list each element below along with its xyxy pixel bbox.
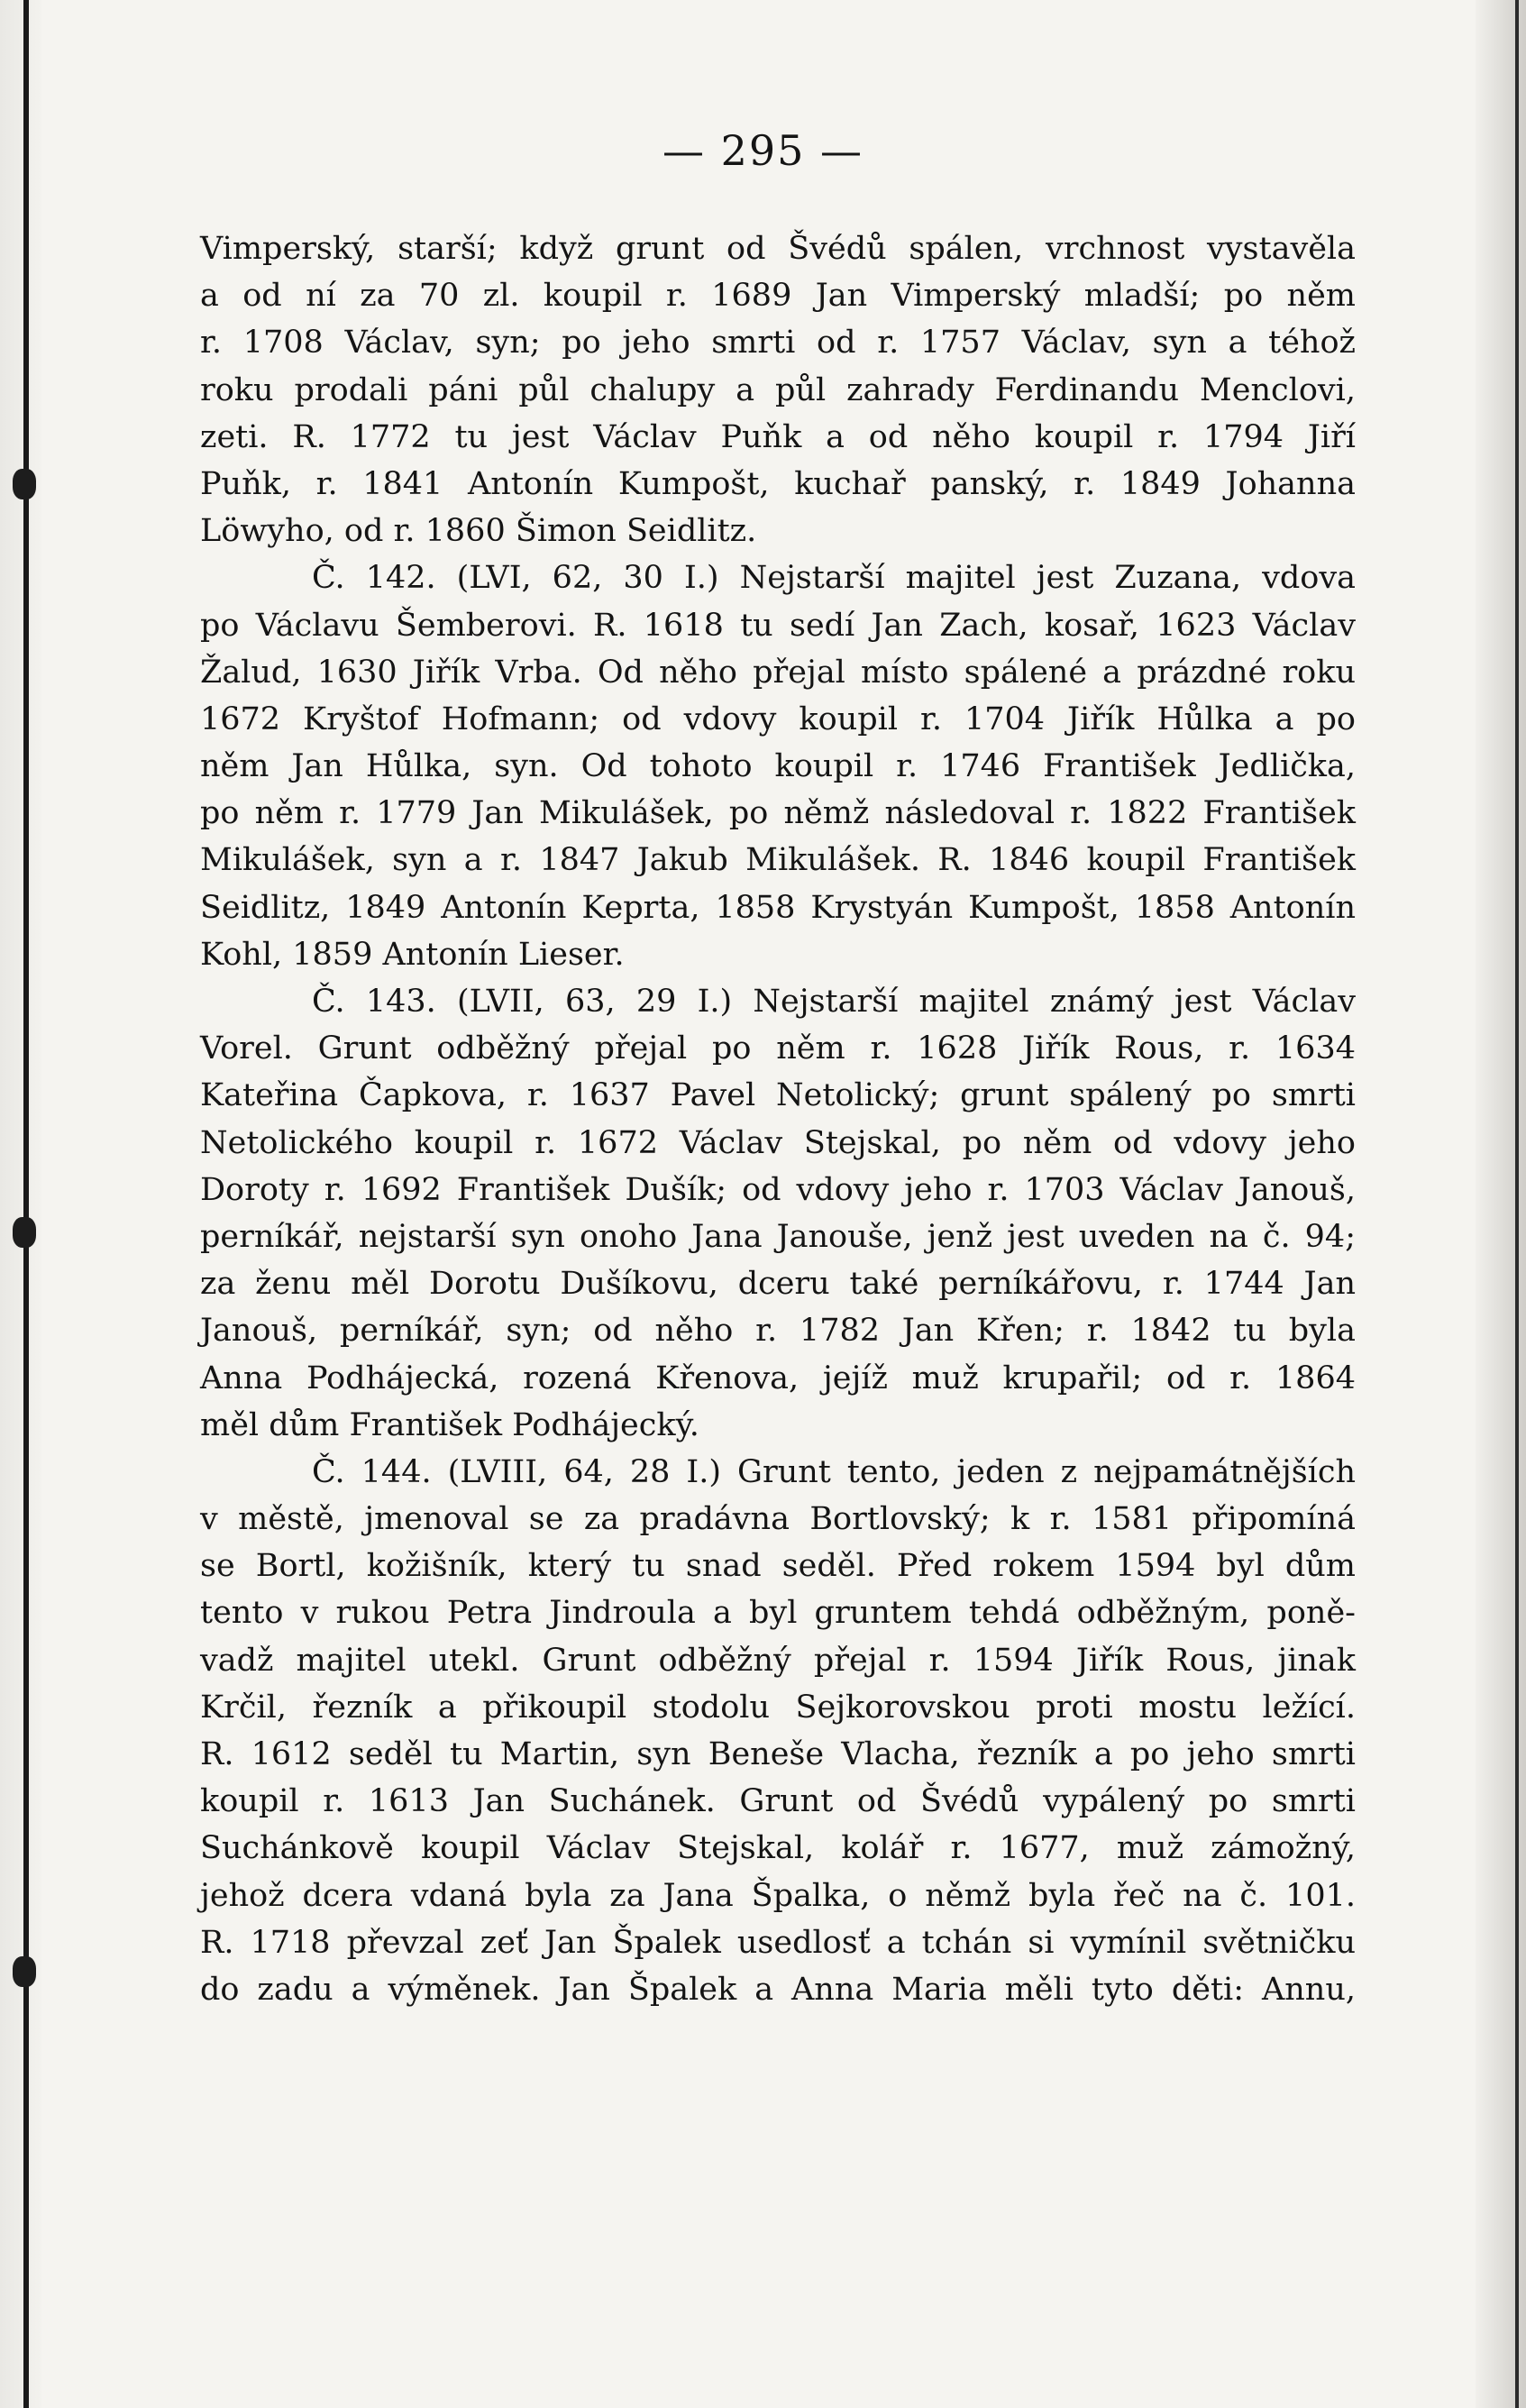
text-line: a od ní za 70 zl. koupil r. 1689 Jan Vimperský mladší; po něm <box>200 278 1356 315</box>
text-line: jehož dcera vdaná byla za Jana Špalka, o němž byla řeč na č. 101. <box>200 1877 1356 1914</box>
text-line: vadž majitel utekl. Grunt odběžný přejal r. 1594 Jiřík Rous, jinak <box>200 1642 1356 1679</box>
text-line: r. 1708 Václav, syn; po jeho smrti od r. 1757 Václav, syn a téhož <box>200 325 1356 362</box>
binding-mark <box>13 1956 36 1987</box>
text-line: Suchánkově koupil Václav Stejskal, kolář r. 1677, muž zámožný, <box>200 1830 1356 1867</box>
text-line: Doroty r. 1692 František Dušík; od vdovy jeho r. 1703 Václav Janouš, <box>200 1171 1356 1208</box>
text-line: Janouš, perníkář, syn; od něho r. 1782 Jan Křen; r. 1842 tu byla <box>200 1313 1356 1350</box>
text-line: po něm r. 1779 Jan Mikulášek, po němž následoval r. 1822 František <box>200 795 1356 832</box>
text-line: Netolického koupil r. 1672 Václav Stejskal, po něm od vdovy jeho <box>200 1124 1356 1161</box>
text-line: tento v rukou Petra Jindroula a byl gruntem tehdá odběžným, poně- <box>200 1595 1356 1632</box>
text-line: v městě, jmenoval se za pradávna Bortlovský; k r. 1581 připomíná <box>200 1501 1356 1538</box>
body-text <box>200 225 1356 2013</box>
text-line: R. 1612 seděl tu Martin, syn Beneše Vlacha, řezník a po jeho smrti <box>200 1736 1356 1772</box>
text-line: Č. 143. (LVII, 63, 29 I.) Nejstarší majitel známý jest Václav <box>312 984 1356 1020</box>
binding-spine <box>23 0 29 2408</box>
text-line: 1672 Kryštof Hofmann; od vdovy koupil r. 1704 Jiřík Hůlka a po <box>200 700 1356 737</box>
text-line: Mikulášek, syn a r. 1847 Jakub Mikulášek. R. 1846 koupil František <box>200 842 1356 879</box>
text-line: R. 1718 převzal zeť Jan Špalek usedlosť a tchán si vymínil světničku <box>200 1924 1356 1961</box>
text-line: Krčil, řezník a přikoupil stodolu Sejkorovskou proti mostu ležící. <box>200 1689 1356 1726</box>
binding-mark <box>13 1217 36 1248</box>
text-line: Löwyho, od r. 1860 Šimon Seidlitz. <box>200 513 757 550</box>
page-number: — 295 — <box>662 126 864 175</box>
text-line: něm Jan Hůlka, syn. Od tohoto koupil r. 1746 František Jedlička, <box>200 748 1356 785</box>
text-line: perníkář, nejstarší syn onoho Jana Janouše, jenž jest uveden na č. 94; <box>200 1218 1356 1255</box>
text-line: Žalud, 1630 Jiřík Vrba. Od něho přejal místo spálené a prázdné roku <box>200 654 1356 691</box>
text-line: roku prodali páni půl chalupy a půl zahrady Ferdinandu Menclovi, <box>200 371 1356 408</box>
text-line: Anna Podhájecká, rozená Křenova, jejíž muž krupařil; od r. 1864 <box>200 1360 1356 1396</box>
text-line: po Václavu Šemberovi. R. 1618 tu sedí Jan Zach, kosař, 1623 Václav <box>200 607 1356 644</box>
text-line: za ženu měl Dorotu Dušíkovu, dceru také perníkářovu, r. 1744 Jan <box>200 1266 1356 1303</box>
text-line: koupil r. 1613 Jan Suchánek. Grunt od Švédů vypálený po smrti <box>200 1783 1356 1820</box>
text-line: Vimperský, starší; když grunt od Švédů spálen, vrchnost vystavěla <box>200 231 1356 267</box>
text-line: Č. 142. (LVI, 62, 30 I.) Nejstarší majitel jest Zuzana, vdova <box>312 560 1356 597</box>
text-line: Č. 144. (LVIII, 64, 28 I.) Grunt tento, jeden z nejpamátnějších <box>312 1453 1356 1490</box>
page-left-margin <box>0 0 41 2408</box>
binding-mark <box>13 469 36 499</box>
text-line: Kohl, 1859 Antonín Lieser. <box>200 936 625 973</box>
text-line: Kateřina Čapkova, r. 1637 Pavel Netolický; grunt spálený po smrti <box>200 1077 1356 1114</box>
text-line: do zadu a výměnek. Jan Špalek a Anna Maria měli tyto děti: Annu, <box>200 1971 1356 2008</box>
text-line: Vorel. Grunt odběžný přejal po něm r. 1628 Jiřík Rous, r. 1634 <box>200 1030 1356 1067</box>
text-line: měl dům František Podhájecký. <box>200 1406 699 1443</box>
text-line: zeti. R. 1772 tu jest Václav Puňk a od něho koupil r. 1794 Jiří <box>200 418 1356 455</box>
text-line: Seidlitz, 1849 Antonín Keprta, 1858 Krystyán Kumpošt, 1858 Antonín <box>200 889 1356 926</box>
text-line: Puňk, r. 1841 Antonín Kumpošt, kuchař panský, r. 1849 Johanna <box>200 465 1356 502</box>
text-line: se Bortl, kožišník, který tu snad seděl. Před rokem 1594 byl dům <box>200 1548 1356 1585</box>
page-edge-shadow <box>1515 0 1519 2408</box>
